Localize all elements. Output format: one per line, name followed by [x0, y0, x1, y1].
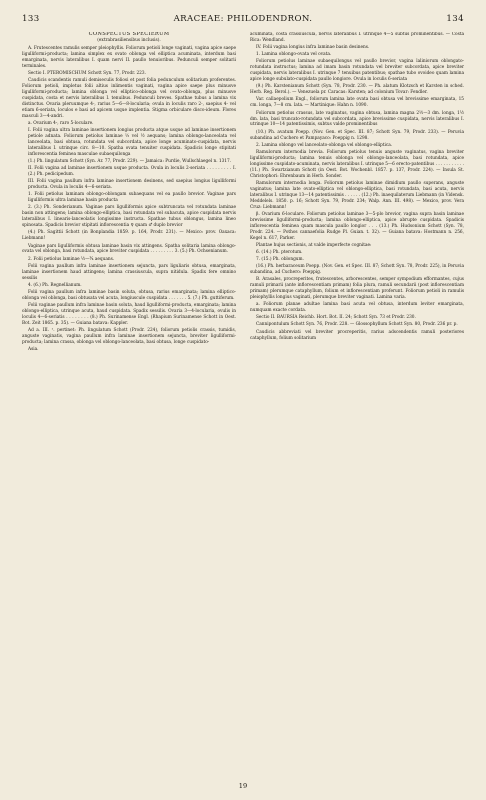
left-column-paragraph: II. Folii vagina ad laminae insertionem usque producta. Ovula in loculis 2-seriata . . . . . . . . . I. (2.) Ph. pedicipedum.: [28, 166, 236, 178]
left-column-paragraph: (4.) Ph. Sagittii Schott (in Bonplandia 1859. p. 164, Prodr. 231). — Mexico: prov. Oaxaca: Liebmann!: [22, 230, 236, 242]
left-column-paragraph: A. Frutescentes ramulis semper pleiophyllis. Foliorum petioli longe vaginati, vagina apice saepe ligulliformi-producta; lamina simplex ex ovato oblonga vel elliptica acuminata, interdum basi emarginata, nervis lateralibus I. quam nervi II. paullo tenuioribus. Pedunculi semper solitarii terminales.: [22, 45, 236, 69]
right-column-paragraph: 6. (14.) Ph. pterotum.: [256, 249, 303, 255]
right-column-paragraph: Ramulorum internodia longa. Foliorum petiolus laminae dimidium paullo superans, anguste vaginatus; lamina late ovato-elliptica vel oblongo-elliptica, basi rotundata, basi acuta, nervis lateralibus I. utrinque 13—14 patentissimis . . . . . . (12.) Ph. inaequilaterum Liebmann (in Vidensk. Meddelels. 1850. p. 16; Schott Syn. 79, Prodr. 234; Walp. Ann. III. 498). — Mexico, prov. Vera Cruz: Liebmann!: [250, 180, 464, 210]
left-column-paragraph: a. Ovarium 4-, raro 5-loculare.: [28, 120, 94, 126]
left-column-paragraph: Asia.: [28, 347, 39, 353]
right-column-paragraph: Foliorum petiolus laminae subaequilongus vel paullo brevior, vagina laliniorum oblongato-rotundata instructus; lamina ad imam basin rotundata vel breviter subcordata, apice breviter cuspidata, nervis lateralibus I. utrinque 7 tenuibus patentibus; spathae tubo ovoideo quam lamina apice longe subulato-cuspidata paullo longiore. Ovula in loculis 6-seriata: [250, 59, 464, 83]
right-column-paragraph: (9.) Ph. Karstenianum Schott (Syn. 78, Prodr. 230. — Ph. alatum Klotzsch et Karsten in sched. Herb. Reg. Berol.). — Venezuela pr. Caracas: Karsten; ad colonium Tovar: Fendler.: [250, 84, 464, 96]
left-column-paragraph: Sectio I. PTEROMISCHUM Schott Syn. 77, Prodr. 223.: [28, 70, 146, 76]
right-column-paragraph: B. Arasales, procreperites, frutescentes, arborescentes, semper sympodium efformantes, cujus ramuli primarii (ante inflorescentiam primam) folia plura, ramuli secundarii (post inflorescentiam primam) plerumque cataphyllum, folium et inflorescentiam proferunt. Foliorum petioli in ramulis pleiophyllis longius vaginati, plerumque breviter vaginati. Lamina varia.: [250, 277, 464, 301]
left-column-paragraph: III. Folii vagina paullum infra laminae insertionem desinens, sed saepius longius ligulliformi producta. Ovula in loculis 4—6-seriata.: [28, 179, 236, 191]
left-column-paragraph: (1.) Ph. lingulatum Schott (Syn. Ar. 77, Prodr. 229). — Jamaica: Purdie, Wullschlaegel n. 1317.: [28, 159, 232, 164]
left-column-paragraph: Folii vaginae paullum infra laminae basin soluta, haud ligulliformi-producta, emarginata; lamina oblongo-elliptica, utrinque acuta, haud cuspidata. Spadix sessilis. Ovaria 3—4-locularia, ovulis in loculis 4—6-seriatis . . . . . . . . (8.) Ph. Surinamense Engl. (Rhapium Surinamense Schott in Oest. Bot. Zeit 1865. p. 35). — Guiana batava: Kappler.: [22, 303, 236, 326]
right-column-paragraph: (10.) Ph. avatum Poepp. (Nov. Gen. et Spec. III. 87; Schott Syn. 79, Prodr. 233). — Peruvia subandina ad Cuchero et Pampayaco: Poeppig n. 1298.: [250, 129, 464, 141]
signature-mark: 19: [238, 782, 248, 790]
right-column-paragraph: Ramulorum internodia brevia. Foliorum petiolus tenuis anguste vaginatus, vagina breviter ligulliformi-producta; lamina tenuis oblonga vel oblongo-lanceolata, basi rotundata, apice longissime cuspidato-acuminata, nervis lateralibus I. utrinque 5—6 erecto-patentibus . . . . . . . . . . . (11.) Ph. Swartzianum Schott (in Oest. Bot. Wochenbl. 1857. p. 137, Prodr. 224). — Insula St. Christophori: Ehrenbaum in Herb. Sonder.: [250, 149, 464, 179]
left-column-paragraph: 1. Folii petiolus laminam oblongo-oblongam subaequans vel ea paullo brevior. Vaginae pars ligulliformis ultra laminae basin producta: [28, 192, 236, 204]
left-column-paragraph: Vaginae pars ligulliformis obtusa laminae basin vix attingens. Spatha solitaria lamina oblongo-ovata vel oblonga, basi rotundata, apice breviter cuspidata . . . . . . . . . 3. (5.) Ph. Ochsenianum.: [22, 243, 236, 255]
right-column-paragraph: 2. Lamina oblongo vel lanceolato-oblonga vel oblongo-elliptica.: [256, 142, 393, 148]
right-column-paragraph: Caudicis abbreviati vel breviter procreperitis, rarius adscendentis ramuli posteriores cataphyllum, folium solitarium: [250, 329, 464, 341]
running-title: ARACEAE: PHILODENDRON.: [173, 14, 313, 24]
right-column-paragraph: Foliorum petiolus crassus, late vaginatus, vagina obtusa, lamina magna 2½—3 dm. longa, 1½ dm. lata, basi truncato-rotundata vel subcordata, apice brevissime cuspidata, nervis lateralibus I. utrinque 10—14 patentissimis, subtus valde prominentibus: [250, 110, 464, 128]
right-column-paragraph: 7. (15.) Ph. oblongum.: [256, 256, 304, 262]
left-column-paragraph: 2. (3.) Ph. Sonderianum. Vaginae pars ligulliformis apice subtruncata vel rotundata laminae basin non attingens; lamina oblongo-elliptica, basi rotundata vel subacuta, apice cuspidata nervis lateralibus I. linearis-lanceolatis longissime instructa. Spathae tubus oblongus, lamina lineo spinosata. Spadicis brevior stipitati inflorescentia ♀ quam ♂ duplo brevior: [22, 205, 236, 229]
left-column-paragraph: 2. Folii petiolus laminae ½—¾ aequans.: [28, 256, 115, 262]
left-column-paragraph: (extrabrasiliensibus inclusis).: [97, 38, 161, 44]
running-head: [22, 14, 464, 30]
right-column-paragraph: Var. callaepolium Engl., foliorum lamina late ovata basi obtusa vel brevissime emarginata, 15 cm. longa, 7—8 cm. lata. — Martinique: Hahn n. 1090.: [250, 97, 464, 109]
right-column-paragraph: acuminata, costa crassiuscula, nervis lateralibus I. utrinque 4—5 subtus prominentibus. — Costa Rica: Wendland.: [250, 32, 464, 43]
left-column-paragraph: CONSPECTUS SPECIERUM: [88, 32, 170, 37]
right-column-paragraph: Sectio II. BAURSIA Reichb. Hort. Bot. II. 24; Schott Syn. 73 et Prodr. 230.: [256, 315, 416, 321]
right-column-paragraph: (16.) Ph. herbaraceum Poepp. (Nov. Gen. et Spec. III. 87; Schott Syn. 78, Prodr. 225), in Peruvia subandina, ad Cuchero: Poeppig.: [250, 264, 464, 276]
left-column-paragraph: Folii vagina paullum infra laminae insertionem sejuncta, pars liguliaris obtusa, emarginata, laminae insertionem haud attingens; lamina crassiuscula, supra nitidula. Spadix fere omnino sessilis: [22, 263, 236, 281]
page-number-right: 134: [446, 14, 464, 24]
left-column-paragraph: I. Folii vagina ultra laminae insertionem longius producta atque usque ad laminae insertionem petiole adnata. Foliorum petiolus laminae ⅓ vel ½ aequans; lamina oblongo-lanceolata vel lanceolata, basi obtusa, rotundata vel subcordata, apice longe acuminato-cuspidata, nervis lateralibus I. utrinque circ. 8—10. Spatha ovata tenuiter cuspidata. Spadicis longe stipitati inflorescentia feminea masculae subaequilonga: [28, 128, 236, 157]
right-column-paragraph: IV. Folii vagina longius infra laminae basin desinens.: [256, 45, 370, 51]
right-column-paragraph: β. Ovarium 6-loculare. Foliorum petiolus laminae 3—5-plo brevior, vagina supra basin laminae brevissime ligulliformi-producta; lamina oblongo-elliptica, apice abrupte cuspidata. Spadicis inflorescentia feminea quam mascula paullo longior . . . (13.) Ph. Hudsonium Schott (Syn. 78, Prodr. 224. — Pothos cannaefolia Rudge Pl. Guian. t. 32). — Guiana batava: Hostmann n. 256, Kegel n. 617, Parker.: [250, 211, 464, 241]
left-column-paragraph: Folii vagina paullum infra laminae basin soluta, obtusa, rarius emarginata; lamina elliptico-oblonga vel oblonga, basi obtusata vel acuta, longiuscule cuspidata . . . . . . . 5. (7.) Ph. guttiferum.: [22, 289, 236, 301]
right-column-paragraph: 1. Lamina oblongo-ovata vel ovata.: [256, 52, 332, 58]
right-column-paragraph: Cannipontulum Schott Syn. 76, Prodr. 228. — Glossophyllum Schott Syn. 80, Prodr. 236 pr. p.: [256, 322, 458, 328]
right-column: [250, 32, 464, 782]
left-column-paragraph: Ad a. III. ¹. pertinet: Ph. lingulatum Schott (Prodr. 224), foliorum petiolis crassis, tumidis, anguste vaginatis, vagina paullum infra laminae insertionem sejuncta, breviter ligulliformi-producta; lamina crassa, oblonga vel oblongo-lanceolata, basi obtusa, longe cuspidato-: [22, 328, 236, 345]
left-column: [22, 32, 236, 782]
right-column-paragraph: Plantae hujus sectionis, at valde imperfecte cognitae:: [256, 242, 372, 248]
left-column-paragraph: 4. (6.) Ph. Regnellianum.: [28, 282, 82, 288]
right-column-paragraph: a. Foliorum planae adultae lamina basi acuta vel obtusa, interdum leviter emarginata, numquam exacte cordata.: [250, 302, 464, 314]
page-number-left: 133: [22, 14, 40, 24]
left-column-paragraph: Caudicis scandentis ramuli demiseculis foliosi et post folia pedunculum solitarium proferentes. Foliorum petioli, impletus folii altius inlimentis vaginati, vagina apice saepe plus minusve ligulliformi-producta; lamina oblonga vel elliptico-oblonga vel ovato-oblonga, plus minusve cuspidata, costa et nervis lateralibus I. tenuibus. Pedunculi breves. Spathae tubus a lamina vix distinctus. Ovaria pleruumque 4-, rarius 5—6—8-locularia; ovula in loculis raro 2-, saepius 4- vel etiam 6-seriata, loculos e basi ad apicem usque implentia. Stigma orbiculare disco-ideum. Flores masculi 3—4-andri.: [22, 78, 236, 119]
